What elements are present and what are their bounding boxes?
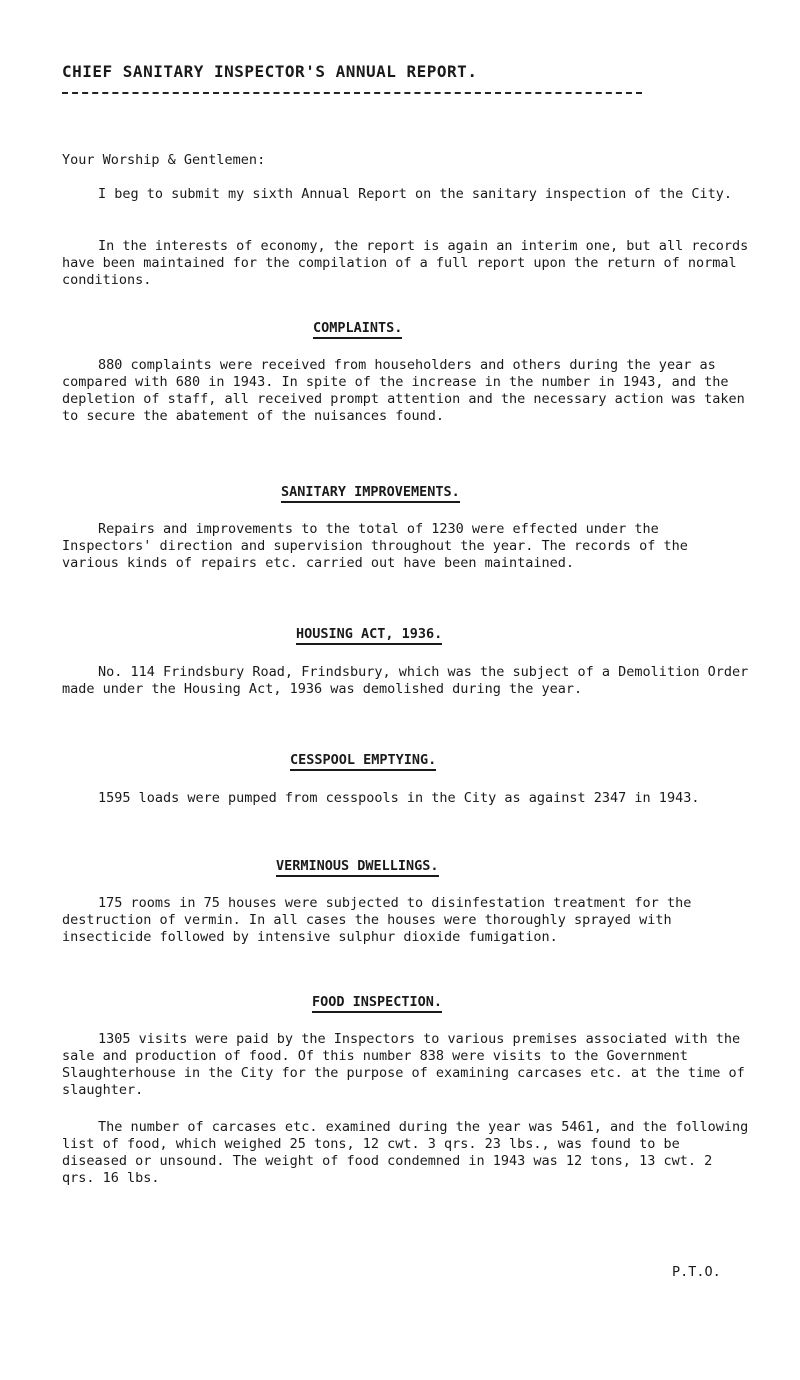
title-underline: [62, 92, 642, 94]
page-turn-mark: P.T.O.: [672, 1264, 721, 1280]
paragraph-verminous-dwellings: 175 rooms in 75 houses were subjected to disinfestation treatment for the destruction of vermin. In all cases the houses were thoroughly sprayed with insecticide followed by intensive sulphur dioxide fumigation.: [62, 895, 692, 945]
heading-cesspool-emptying: CESSPOOL EMPTYING.: [290, 752, 436, 771]
paragraph-sanitary-improvements: Repairs and improvements to the total of 1230 were effected under the Inspectors' direction and supervision throughout the year. The records of the various kinds of repairs etc. carried out have been maintained.: [62, 521, 688, 571]
heading-complaints: COMPLAINTS.: [313, 320, 402, 339]
salutation: Your Worship & Gentlemen:: [62, 152, 266, 168]
intro-paragraph-1: I beg to submit my sixth Annual Report on the sanitary inspection of the City.: [98, 186, 732, 202]
report-title: CHIEF SANITARY INSPECTOR'S ANNUAL REPORT.: [62, 62, 478, 81]
paragraph-food-inspection-2: The number of carcases etc. examined during the year was 5461, and the following list of food, which weighed 25 tons, 12 cwt. 3 qrs. 23 lbs., was found to be diseased or unsound. The weight of food condemned in 1943 was 12 tons, 13 cwt. 2 qrs. 16 lbs.: [62, 1119, 749, 1186]
intro-paragraph-2: In the interests of economy, the report is again an interim one, but all records have been maintained for the compilation of a full report upon the return of normal conditions.: [62, 238, 749, 288]
paragraph-housing-act: No. 114 Frindsbury Road, Frindsbury, which was the subject of a Demolition Order made under the Housing Act, 1936 was demolished during the year.: [62, 664, 749, 697]
heading-housing-act: HOUSING ACT, 1936.: [296, 626, 442, 645]
paragraph-cesspool-emptying: 1595 loads were pumped from cesspools in the City as against 2347 in 1943.: [98, 790, 700, 806]
paragraph-complaints: 880 complaints were received from householders and others during the year as compared with 680 in 1943. In spite of the increase in the number in 1943, and the depletion of staff, all received prompt attention and the necessary action was taken to secure the abatement of the nuisances found.: [62, 357, 745, 424]
heading-food-inspection: FOOD INSPECTION.: [312, 994, 442, 1013]
heading-sanitary-improvements: SANITARY IMPROVEMENTS.: [281, 484, 460, 503]
heading-verminous-dwellings: VERMINOUS DWELLINGS.: [276, 858, 439, 877]
paragraph-food-inspection-1: 1305 visits were paid by the Inspectors to various premises associated with the sale and production of food. Of this number 838 were visits to the Government Slaughterhouse in the City for the purpose of examining carcases etc. at the time of slaughter.: [62, 1031, 745, 1098]
